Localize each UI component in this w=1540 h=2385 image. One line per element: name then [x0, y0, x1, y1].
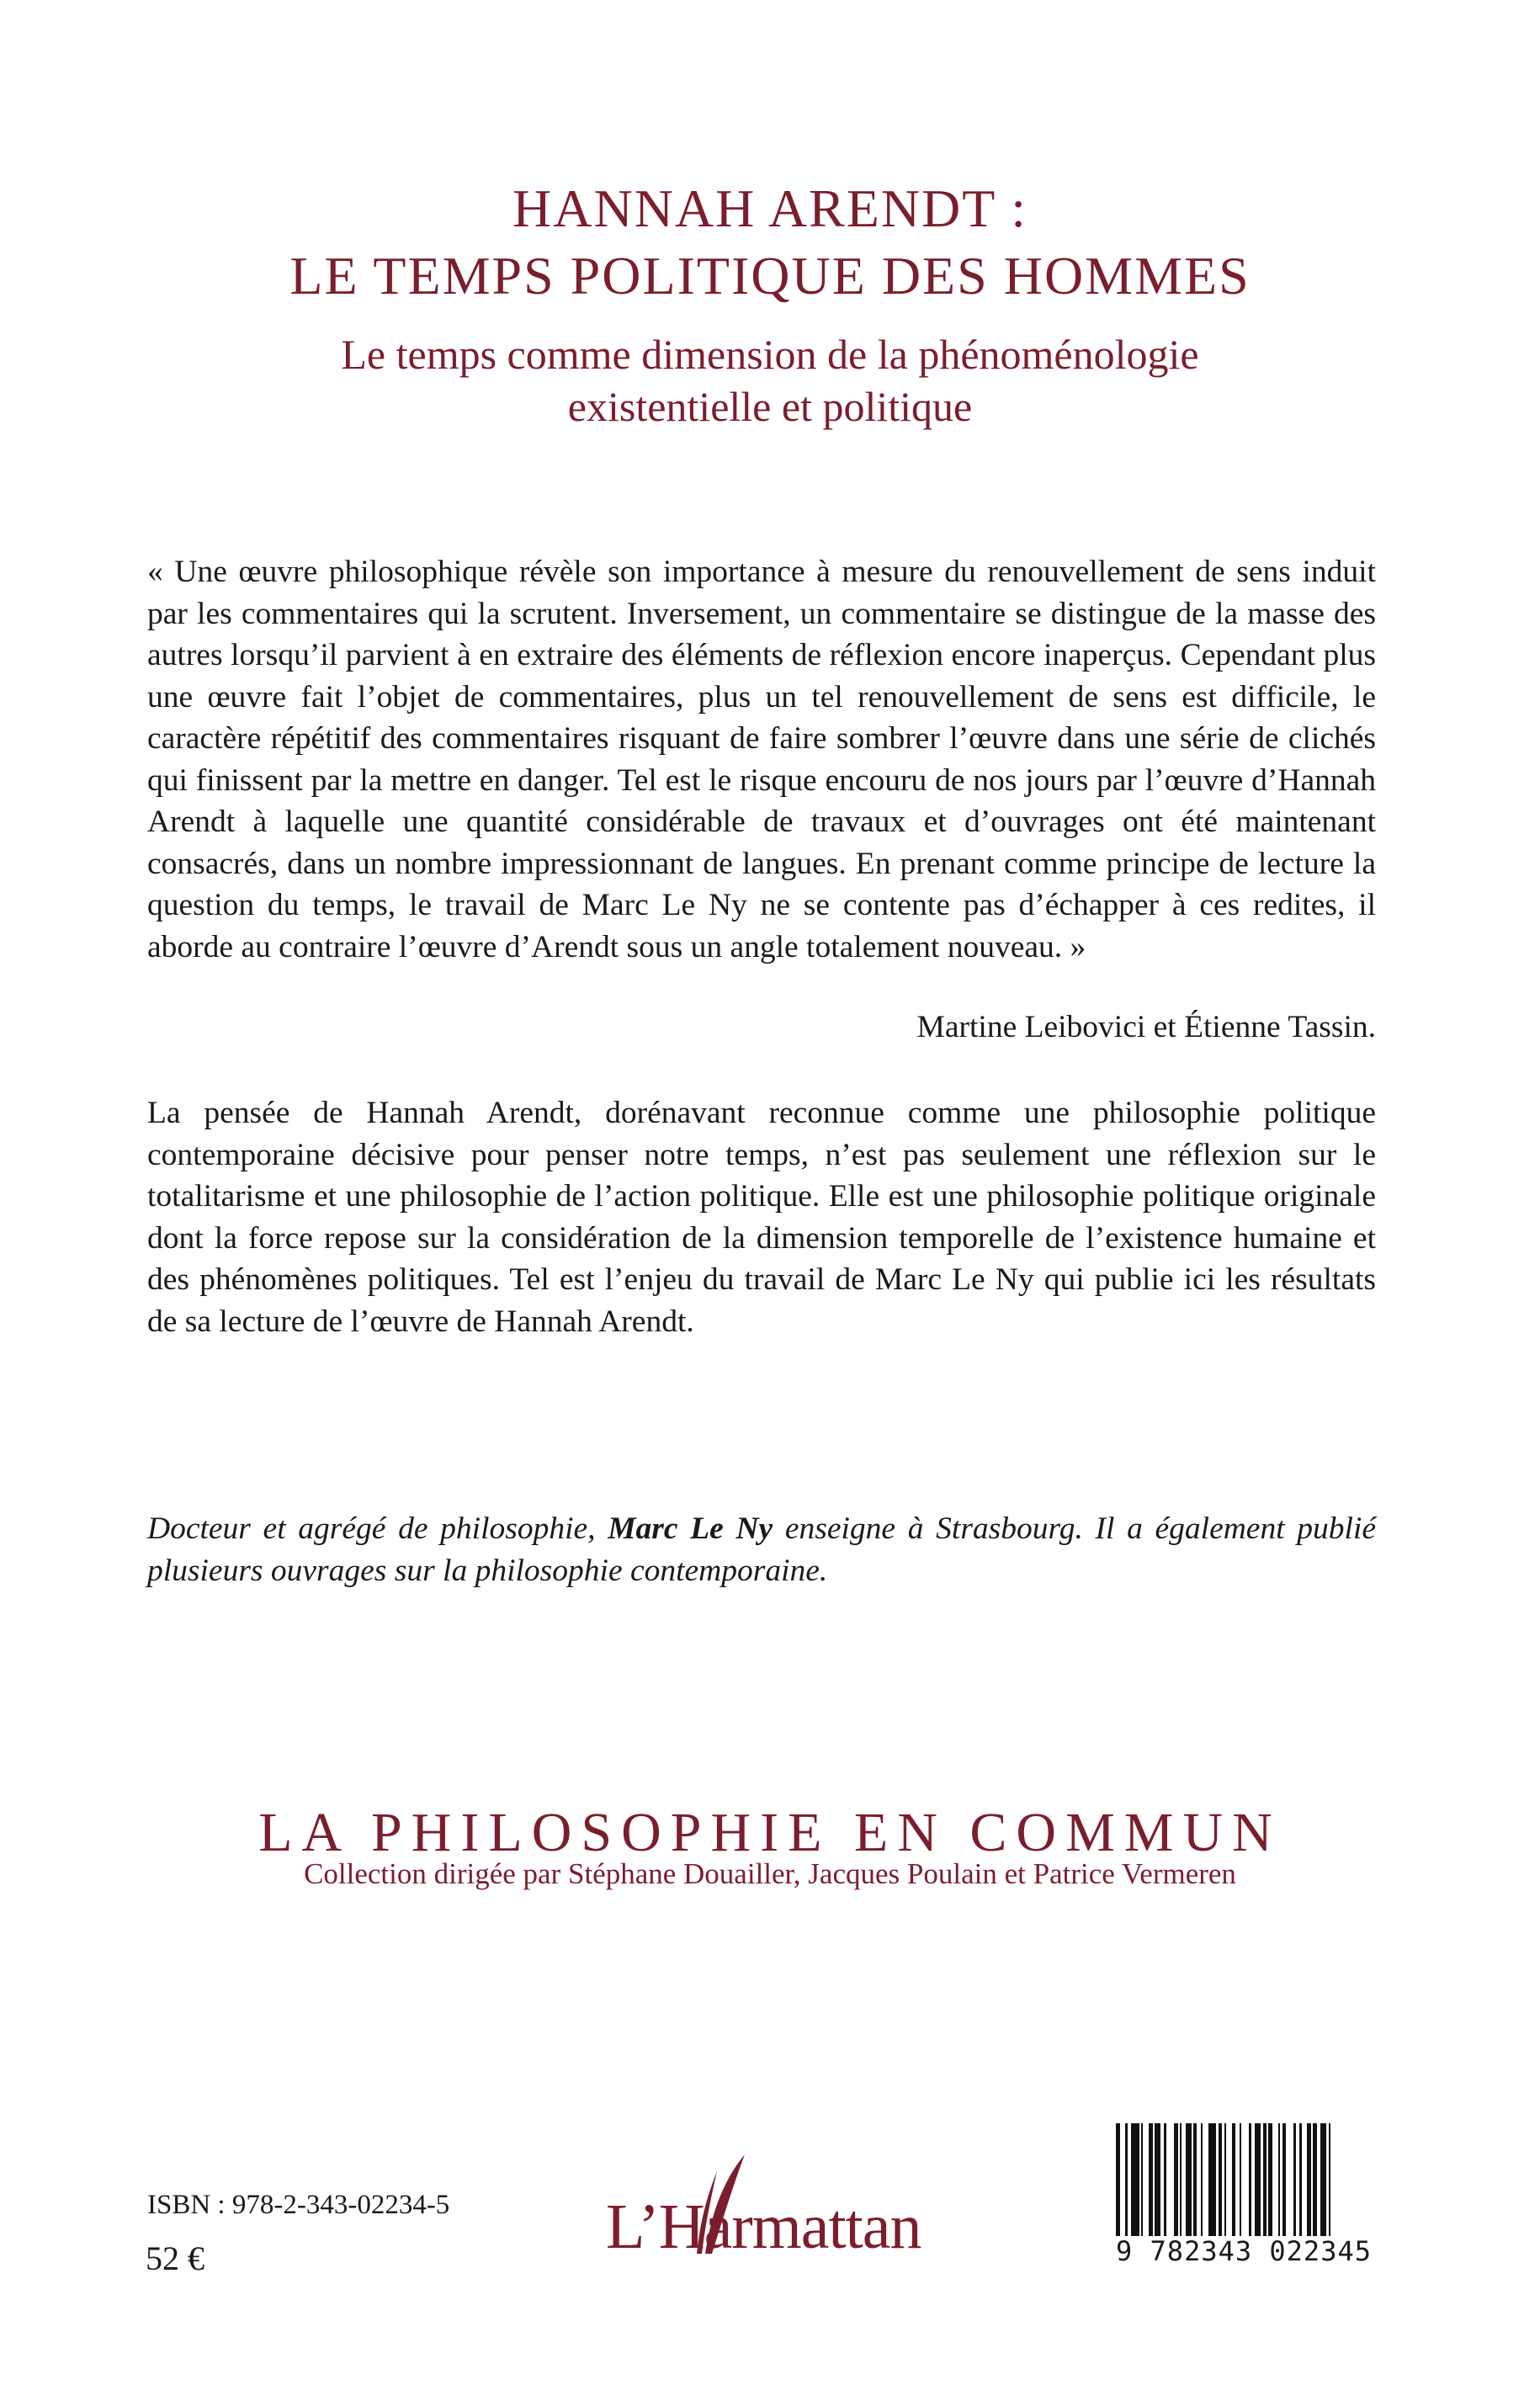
series-name: LA PHILOSOPHIE EN COMMUN: [258, 1802, 1282, 1863]
author-name: Marc Le Ny: [608, 1511, 773, 1546]
quote-attribution: Martine Leibovici et Étienne Tassin.: [916, 1010, 1376, 1044]
barcode: [1116, 2123, 1381, 2266]
publisher-name: L’Harmattan: [606, 2191, 921, 2262]
barcode-bar: [1203, 2123, 1208, 2245]
title-line-1: HANNAH ARENDT :: [512, 178, 1028, 238]
barcode-bar: [1272, 2123, 1278, 2245]
barcode-bar: [1131, 2123, 1139, 2245]
description-paragraph: La pensée de Hannah Arendt, dorénavant reconnue comme une philosophie politique contemporaine décisive pour penser notre temps, n’est pas seulement une réflexion sur le totalitarisme et une philosophie de l’action politique. Elle est une philosophie politique originale dont la force repose sur la considération de la dimension temporelle de l’existence humaine et des phénomènes politiques. Tel est l’enjeu du travail de Marc Le Ny qui publie ici les résultats de sa lecture de l’œuvre de Hannah Arendt.: [147, 1096, 1376, 1339]
barcode-bar: [1320, 2123, 1326, 2245]
bio-text-before: Docteur et agrégé de philosophie,: [147, 1511, 608, 1546]
barcode-bar: [1208, 2123, 1216, 2245]
barcode-bar: [1166, 2123, 1174, 2245]
barcode-bars: [1116, 2123, 1381, 2245]
barcode-bar: [1286, 2123, 1293, 2245]
author-bio: [147, 1508, 1376, 1591]
barcode-bar: [1120, 2123, 1126, 2245]
subtitle-line-2: existentielle et politique: [567, 383, 973, 430]
barcode-number: 9 782343 022345: [1116, 2236, 1381, 2266]
barcode-bar: [1186, 2123, 1192, 2245]
title-line-2: LE TEMPS POLITIQUE DES HOMMES: [289, 246, 1251, 305]
barcode-bar: [1155, 2123, 1160, 2245]
barcode-bar: [1330, 2123, 1335, 2245]
series-editors: Collection dirigée par Stéphane Douailler, Jacques Poulain et Patrice Vermeren: [304, 1857, 1236, 1890]
barcode-bar: [1302, 2123, 1308, 2245]
subtitle-line-1: Le temps comme dimension de la phénoménologie: [341, 331, 1199, 378]
barcode-bar: [1226, 2123, 1232, 2245]
isbn: ISBN : 978-2-343-02234-5: [147, 2190, 450, 2220]
barcode-bar: [1143, 2123, 1149, 2245]
bio-text-after: enseigne à Strasbourg. Il a également publié plusieurs ouvrages sur la philosophie contemporaine.: [147, 1511, 1377, 1588]
barcode-bar: [1241, 2123, 1249, 2245]
quote-paragraph: « Une œuvre philosophique révèle son importance à mesure du renouvellement de sens induit par les commentaires qui la scrutent. Inversement, un commentaire se distingue de la masse des autres lorsqu’il parvient à en extraire des éléments de réflexion encore inaperçus. Cependant plus une œuvre fait l’objet de commentaires, plus un tel renouvellement de sens est difficile, le caractère répétitif des commentaires risquant de faire sombrer l’œuvre dans une série de clichés qui finissent par la mettre en danger. Tel est le risque encouru de nos jours par l’œuvre d’Hannah Arendt à laquelle une quantité considérable de travaux et d’ouvrages ont été maintenant consacrés, dans un nombre impressionnant de langues. En prenant comme principe de lecture la question du temps, le travail de Marc Le Ny ne se contente pas d’échapper à ces redites, il aborde au contraire l’œuvre d’Arendt sous un angle totalement nouveau. »: [147, 555, 1376, 964]
barcode-bar: [1255, 2123, 1261, 2245]
price: 52 €: [146, 2239, 204, 2277]
publisher-logo: [606, 2154, 926, 2264]
